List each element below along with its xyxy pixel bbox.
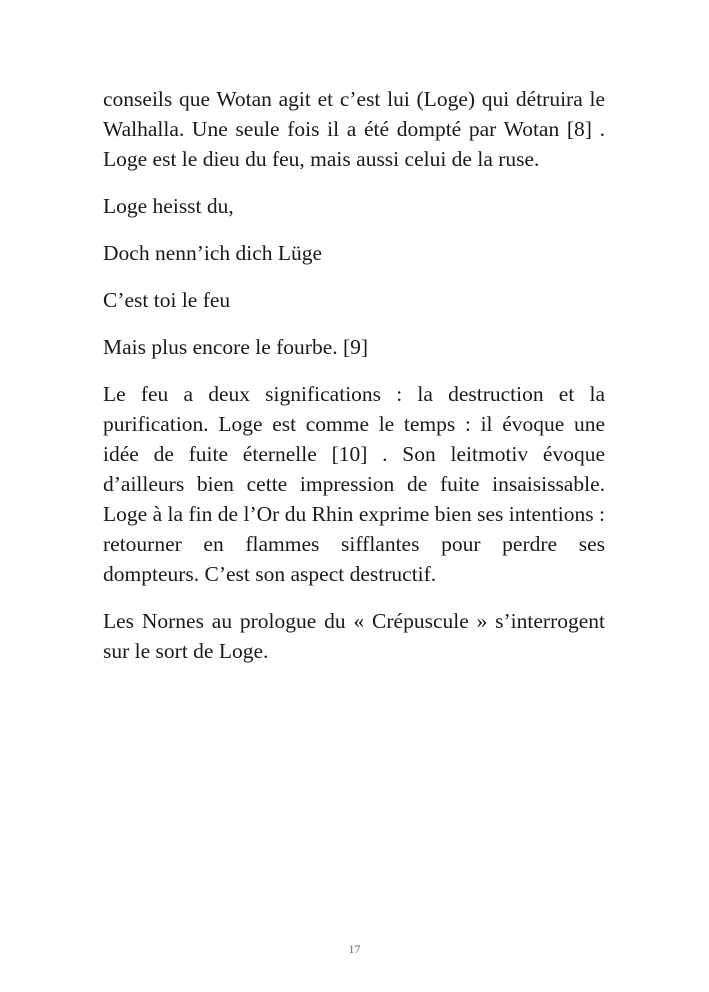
paragraph-1: conseils que Wotan agit et c’est lui (Loge) qui détruira le Walhalla. Une seule fois il a été dompté par Wotan [8] . Loge est le dieu du feu, mais aussi celui de la ruse. <box>103 87 605 171</box>
verse-line-1: Loge heisst du, <box>103 194 234 218</box>
page-number: 17 <box>348 942 361 956</box>
paragraph-2: Le feu a deux significations : la destruction et la purification. Loge est comme le temps : il évoque une idée de fuite éternelle [10] . Son leitmotiv évoque d’ailleurs bien cette impression de fuite insaisissable. Loge à la fin de l’Or du Rhin exprime bien ses intentions : retourner en flammes sifflantes pour perdre ses dompteurs. C’est son aspect destructif. <box>103 382 605 586</box>
verse-line-2: Doch nenn’ich dich Lüge <box>103 241 323 265</box>
page-body <box>103 84 605 683</box>
paragraph-3: Les Nornes au prologue du « Crépuscule » s’interrogent sur le sort de Loge. <box>103 609 605 663</box>
verse-line-4: Mais plus encore le fourbe. [9] <box>103 335 369 359</box>
verse-line-3: C’est toi le feu <box>103 288 231 312</box>
